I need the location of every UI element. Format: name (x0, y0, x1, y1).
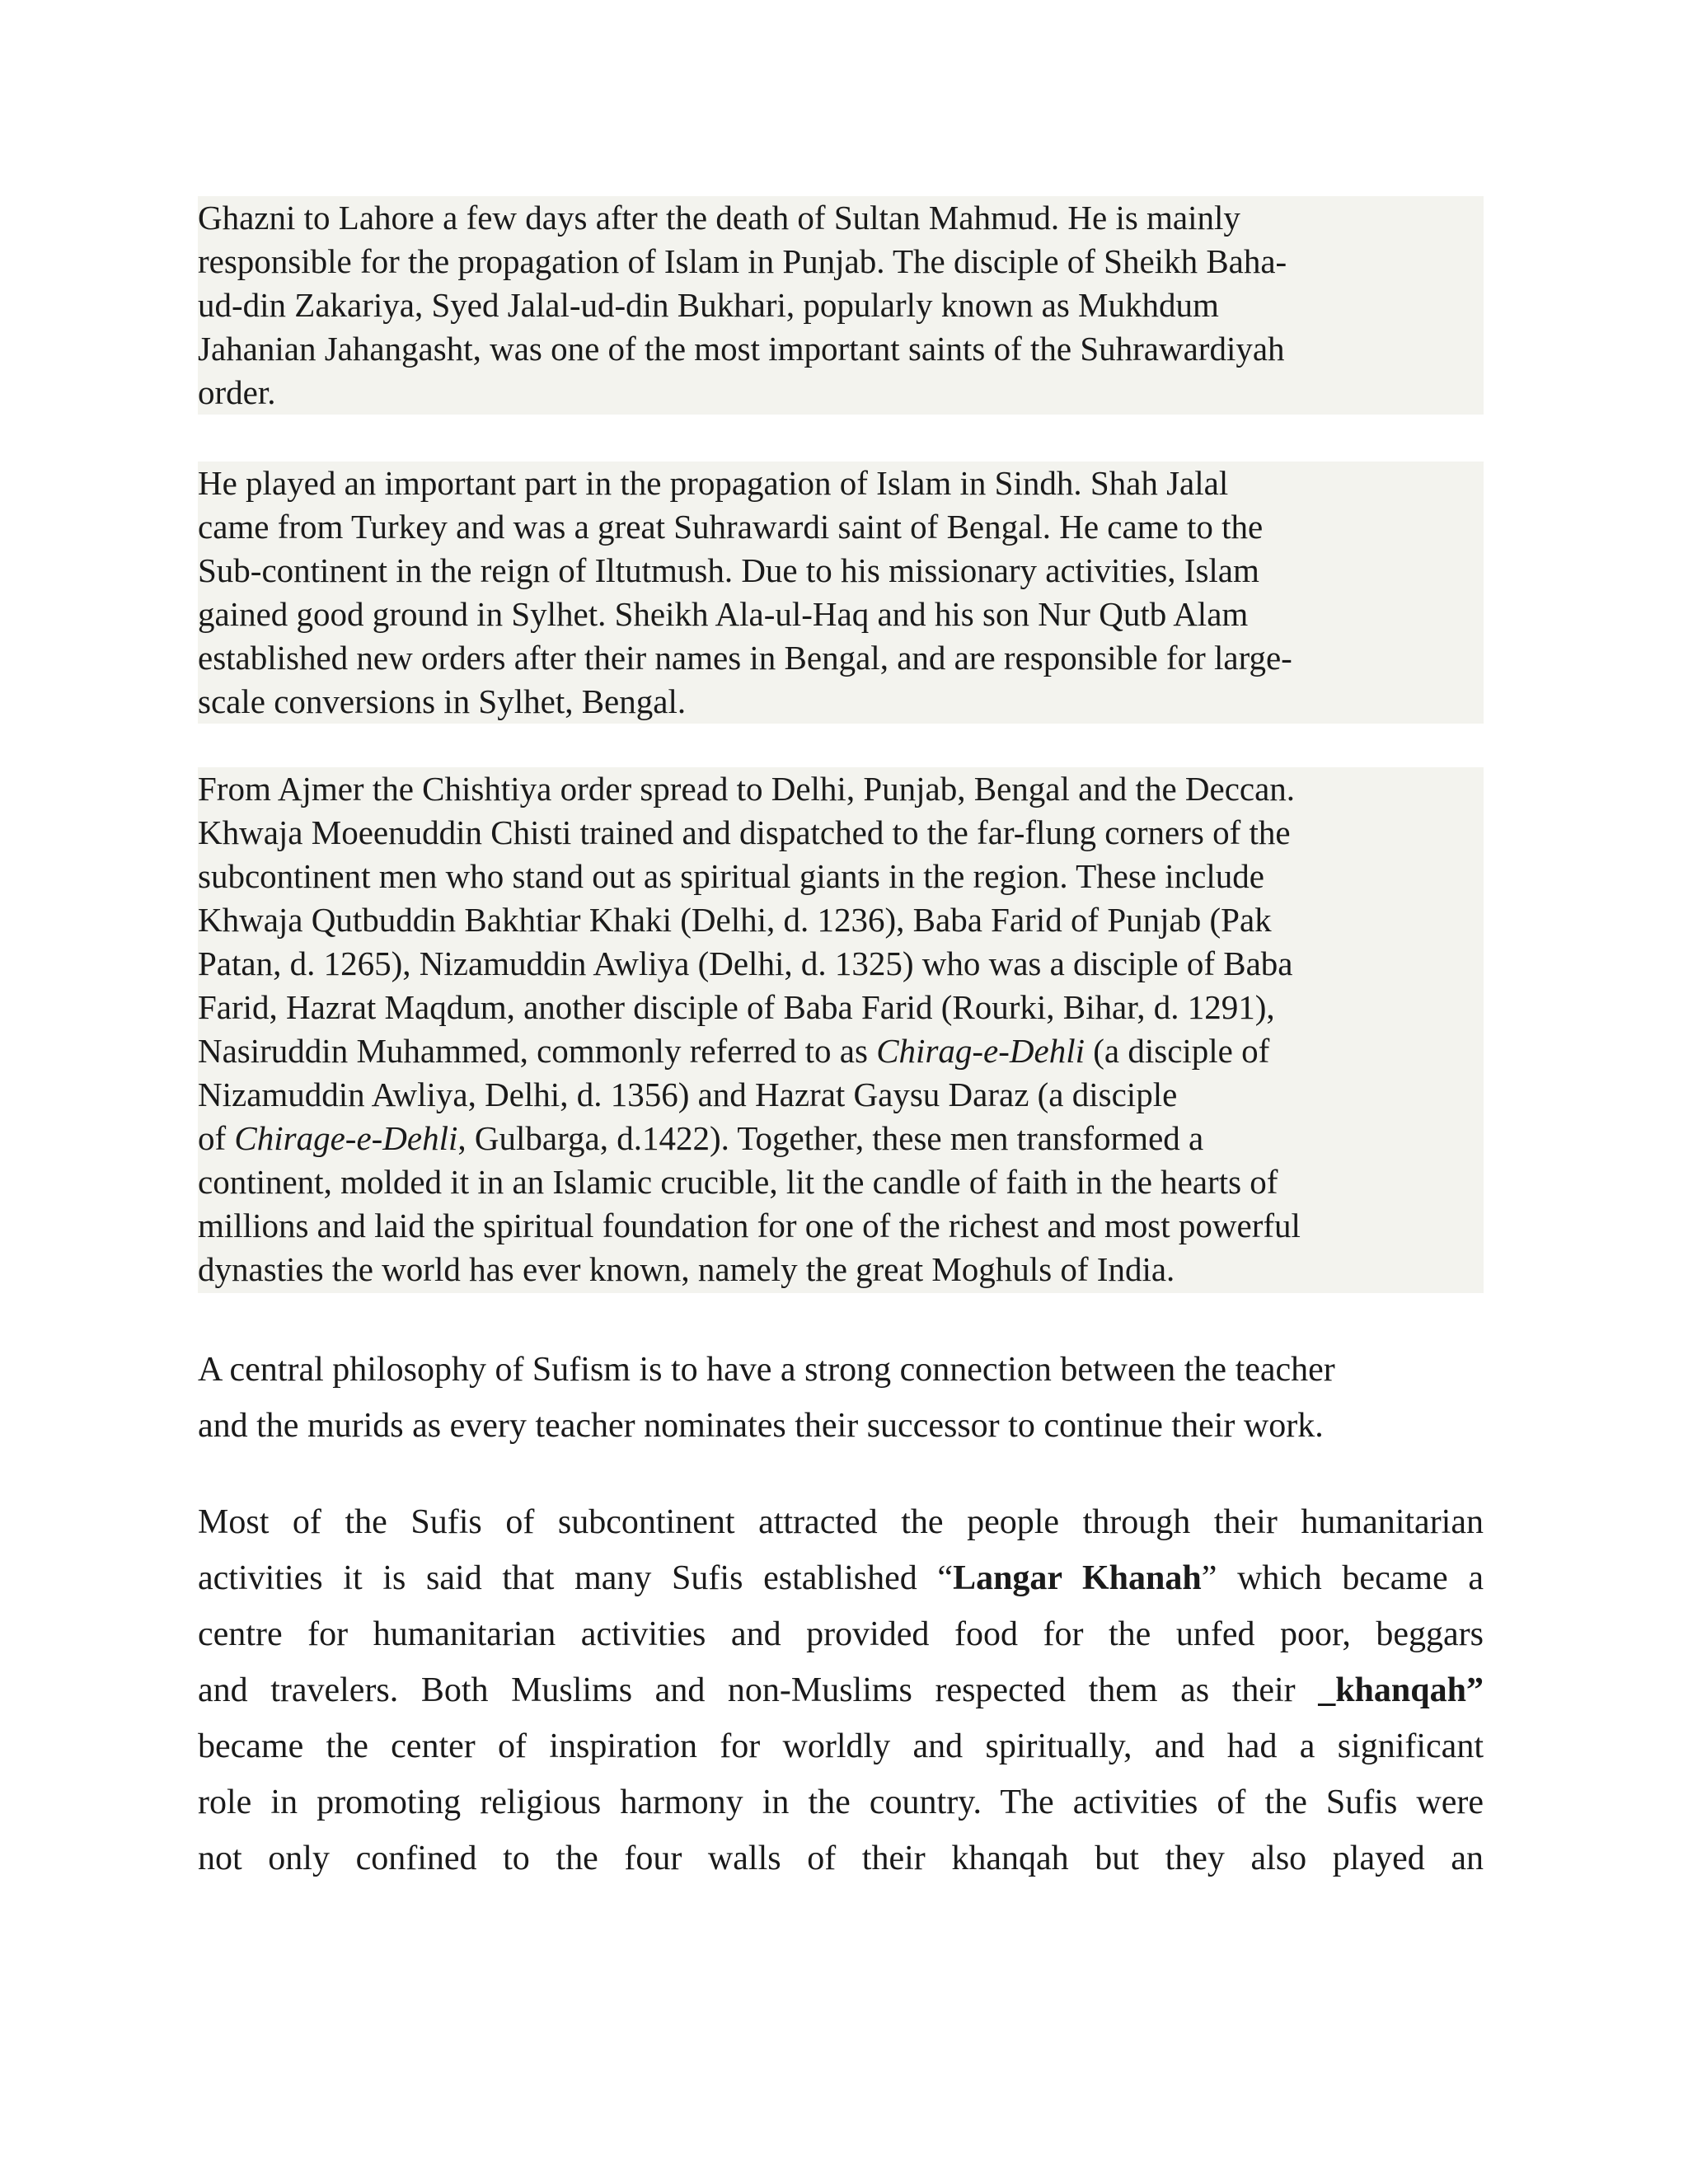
text-line: scale conversions in Sylhet, Bengal. (198, 682, 687, 720)
text-line: Most of the Sufis of subcontinent attracted the people through their humanitarian (198, 1503, 1484, 1541)
italic-term: Chirage-e-Dehli (234, 1119, 458, 1157)
text-line: centre for humanitarian activities and provided food for the unfed poor, beggars (198, 1615, 1484, 1653)
text-run: , Gulbarga, d.1422). Together, these men transformed a (457, 1119, 1204, 1157)
text-line: A central philosophy of Sufism is to have a strong connection between the teacher (198, 1351, 1335, 1389)
text-line: millions and laid the spiritual foundation for one of the richest and most powerful (198, 1207, 1301, 1244)
text-line: From Ajmer the Chishtiya order spread to Delhi, Punjab, Bengal and the Deccan. (198, 770, 1296, 808)
text-line: Khwaja Qutbuddin Bakhtiar Khaki (Delhi, d. 1236), Baba Farid of Punjab (Pak (198, 901, 1272, 939)
paragraph-2 (198, 462, 1484, 724)
italic-term: Chirag-e-Dehli (876, 1032, 1085, 1070)
text-line: not only confined to the four walls of their khanqah but they also played an (198, 1840, 1484, 1877)
text-line: ud-din Zakariya, Syed Jalal-ud-din Bukhari, popularly known as Mukhdum (198, 286, 1219, 324)
text-line (198, 1662, 1484, 1718)
text-line (198, 1117, 1484, 1160)
text-line: and the murids as every teacher nominates their successor to continue their work. (198, 1407, 1324, 1445)
text-line: order. (198, 373, 276, 411)
text-line: Farid, Hazrat Maqdum, another disciple of Baba Farid (Rourki, Bihar, d. 1291), (198, 988, 1275, 1026)
text-run: activities it is said that many Sufis established “ (198, 1559, 954, 1597)
text-line: Jahanian Jahangasht, was one of the most important saints of the Suhrawardiyah (198, 330, 1285, 368)
text-run: Nasiruddin Muhammed, commonly referred to as (198, 1032, 877, 1070)
text-line: Sub-continent in the reign of Iltutmush. Due to his missionary activities, Islam (198, 551, 1259, 589)
text-line: He played an important part in the propagation of Islam in Sindh. Shah Jalal (198, 464, 1229, 502)
text-line: continent, molded it in an Islamic crucible, lit the candle of faith in the hearts of (198, 1163, 1278, 1201)
text-line: Ghazni to Lahore a few days after the death of Sultan Mahmud. He is mainly (198, 199, 1240, 237)
text-run: of (198, 1119, 235, 1157)
paragraph-3 (198, 767, 1484, 1291)
paragraph-4 (198, 1342, 1484, 1454)
text-line: Nizamuddin Awliya, Delhi, d. 1356) and Hazrat Gaysu Daraz (a disciple (198, 1076, 1178, 1113)
text-line: responsible for the propagation of Islam in Punjab. The disciple of Sheikh Baha- (198, 242, 1287, 280)
text-run: ” which became a (1201, 1559, 1484, 1597)
bold-term: _khanqah” (1318, 1671, 1484, 1709)
text-line: Khwaja Moeenuddin Chisti trained and dispatched to the far-flung corners of the (198, 813, 1291, 851)
paragraph-5 (198, 1494, 1484, 1886)
text-line: established new orders after their names in Bengal, and are responsible for large- (198, 639, 1292, 677)
text-line: dynasties the world has ever known, namely the great Moghuls of India. (198, 1250, 1175, 1288)
text-run: (a disciple of (1085, 1032, 1270, 1070)
text-line: came from Turkey and was a great Suhrawardi saint of Bengal. He came to the (198, 508, 1264, 546)
text-line: subcontinent men who stand out as spiritual giants in the region. These include (198, 857, 1264, 895)
text-line (198, 1550, 1484, 1606)
text-line: became the center of inspiration for worldly and spiritually, and had a significant (198, 1727, 1484, 1765)
bold-term: Langar Khanah (953, 1559, 1202, 1597)
paragraph-1 (198, 196, 1484, 415)
text-line: gained good ground in Sylhet. Sheikh Ala-ul-Haq and his son Nur Qutb Alam (198, 595, 1249, 633)
text-line (198, 1029, 1484, 1073)
text-line: Patan, d. 1265), Nizamuddin Awliya (Delhi, d. 1325) who was a disciple of Baba (198, 944, 1293, 982)
text-run: and travelers. Both Muslims and non-Muslims respected them as their (198, 1671, 1319, 1709)
text-line: role in promoting religious harmony in the country. The activities of the Sufis were (198, 1783, 1484, 1821)
